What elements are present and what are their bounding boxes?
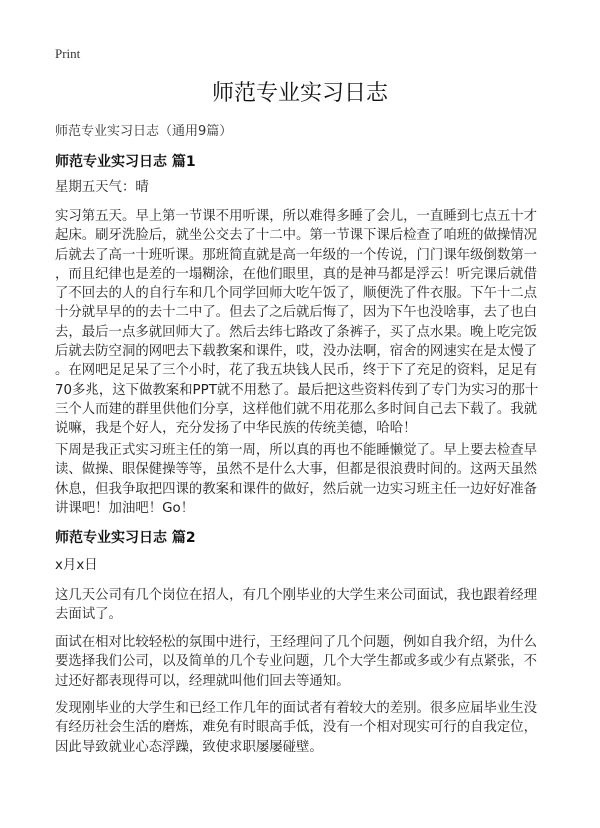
text-line: ，而且纪律也是差的一塌糊涂，在他们眼里，真的是神马都是浮云！听完课后就借 — [55, 266, 538, 282]
text-line: 70多兆，这下做教案和PPT就不用愁了。最后把这些资料传到了专门为实习的那十 — [55, 382, 539, 398]
print-link[interactable]: Print — [55, 46, 81, 61]
text-line: 发现刚毕业的大学生和已经工作几年的面试者有着较大的差别。很多应届毕业生没 — [55, 701, 538, 716]
text-line: 要选择我们公司，以及简单的几个专业问题，几个大学生都或多或少有点紧张，不 — [55, 654, 538, 670]
text-line: 过还好都表现得可以，经理就叫他们回去等通知。 — [55, 673, 350, 689]
section-1-date-line — [55, 178, 550, 197]
section-1-paragraph-2 — [55, 441, 550, 518]
text-line: 三个人而建的群里供他们分享，这样他们就不用花那么多时间自己去下载了。我就 — [55, 401, 538, 417]
section-1-paragraph-1 — [55, 207, 550, 439]
text-line: 面试在相对比较轻松的氛围中进行，王经理问了几个问题，例如自我介绍，为什么 — [55, 635, 538, 650]
date-text: x月x日 — [55, 558, 98, 573]
date-text: 星期五天气：晴 — [55, 180, 149, 195]
section-2-paragraph-2 — [55, 633, 550, 691]
text-line: 有经历社会生活的磨炼，难免有时眼高手低，没有一个相对现实可行的自我定位， — [55, 720, 538, 736]
text-line: 后就去了高一十班听课。那班简直就是高一年级的一个传说，门门课年级倒数第一 — [55, 247, 538, 263]
section-2-date-line — [55, 556, 550, 575]
text-line: 讲课吧！加油吧！Go！ — [55, 500, 195, 516]
text-line: 去，最后一点多就回师大了。然后去纬七路改了条裤子，买了点水果。晚上吃完饭 — [55, 324, 538, 340]
section-heading-2: 师范专业实习日志 篇2 — [55, 530, 196, 546]
text-line: 十分就早早的的去十二中了。但去了之后就后悔了，因为下午也没啥事，去了也白 — [55, 305, 538, 321]
page-title: 师范专业实习日志 — [211, 81, 388, 106]
document-subtitle: 师范专业实习日志（通用9篇） — [55, 124, 233, 139]
section-heading-1: 师范专业实习日志 篇1 — [55, 154, 196, 170]
text-line: 说嘛，我是个好人，充分发扬了中华民族的传统美德，哈哈！ — [55, 421, 417, 437]
text-line: 休息，但我争取把四课的教案和课件的做好，然后就一边实习班主任一边好好准备 — [55, 481, 538, 497]
text-line: 下周是我正式实习班主任的第一周，所以真的再也不能睡懒觉了。早上要去检查早 — [55, 443, 538, 458]
text-line: 。在网吧足足呆了三个小时，花了我五块钱人民币，终于下了充足的资料，足足有 — [55, 363, 538, 379]
text-line: 后就去防空洞的网吧去下载教案和课件，哎，没办法啊，宿舍的网速实在是太慢了 — [55, 344, 538, 360]
text-line: 起床。刷牙洗脸后，就坐公交去了十二中。第一节课下课后检查了咱班的做操情况 — [55, 228, 538, 244]
text-line: 了不回去的人的自行车和几个同学回师大吃午饭了，顺便洗了件衣服。下午十二点 — [55, 286, 538, 302]
text-line: 去面试了。 — [55, 607, 122, 623]
text-line: 这几天公司有几个岗位在招人，有几个刚毕业的大学生来公司面试，我也跟着经理 — [55, 588, 538, 603]
section-2-paragraph-3 — [55, 699, 550, 757]
section-2-paragraph-1 — [55, 586, 550, 625]
text-line: 实习第五天。早上第一节课不用听课，所以难得多睡了会儿，一直睡到七点五十才 — [55, 209, 538, 224]
text-line: 读、做操、眼保健操等等，虽然不是什么大事，但都是很浪费时间的。这两天虽然 — [55, 462, 538, 478]
text-line: 因此导致就业心态浮躁，致使求职屡屡碰壁。 — [55, 739, 323, 755]
